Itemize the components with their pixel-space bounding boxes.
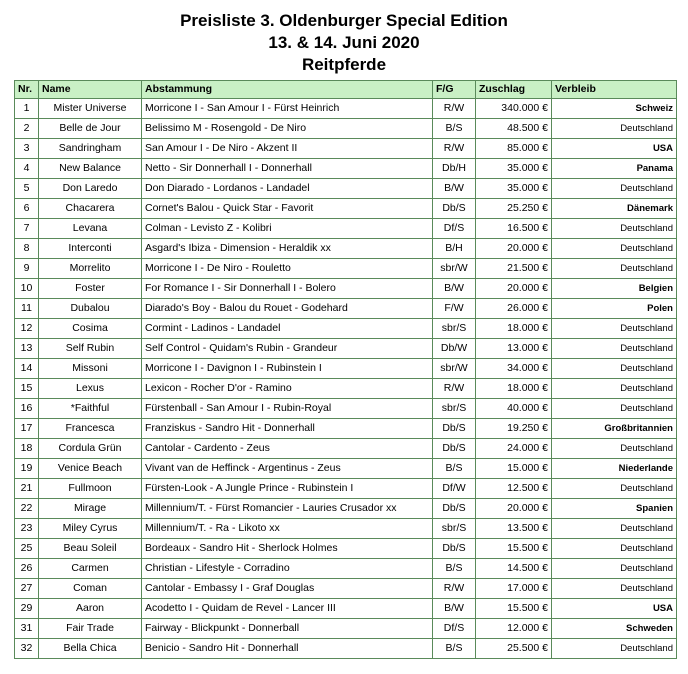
- cell-lineage: Bordeaux - Sandro Hit - Sherlock Holmes: [142, 539, 433, 559]
- cell-fg: sbr/W: [433, 359, 476, 379]
- cell-destination: Deutschland: [552, 539, 677, 559]
- cell-price: 25.500 €: [476, 639, 552, 659]
- cell-destination: Schweiz: [552, 99, 677, 119]
- cell-name: Aaron: [39, 599, 142, 619]
- cell-name: Missoni: [39, 359, 142, 379]
- cell-lineage: Self Control - Quidam's Rubin - Grandeur: [142, 339, 433, 359]
- table-row: [15, 459, 677, 479]
- cell-destination: Schweden: [552, 619, 677, 639]
- table-row: [15, 139, 677, 159]
- cell-fg: Db/W: [433, 339, 476, 359]
- table-row: [15, 299, 677, 319]
- cell-name: Beau Soleil: [39, 539, 142, 559]
- cell-fg: sbr/S: [433, 519, 476, 539]
- cell-fg: B/W: [433, 599, 476, 619]
- cell-destination: Deutschland: [552, 179, 677, 199]
- cell-lineage: Christian - Lifestyle - Corradino: [142, 559, 433, 579]
- cell-destination: Deutschland: [552, 239, 677, 259]
- table-row: [15, 559, 677, 579]
- cell-name: Bella Chica: [39, 639, 142, 659]
- column-header-name: Name: [39, 81, 142, 99]
- cell-price: 18.000 €: [476, 319, 552, 339]
- cell-price: 15.000 €: [476, 459, 552, 479]
- table-row: [15, 199, 677, 219]
- cell-nr: 13: [15, 339, 39, 359]
- cell-fg: R/W: [433, 579, 476, 599]
- table-row: [15, 179, 677, 199]
- cell-destination: Deutschland: [552, 579, 677, 599]
- cell-nr: 10: [15, 279, 39, 299]
- cell-nr: 9: [15, 259, 39, 279]
- cell-name: Don Laredo: [39, 179, 142, 199]
- cell-lineage: Benicio - Sandro Hit - Donnerhall: [142, 639, 433, 659]
- cell-fg: B/S: [433, 559, 476, 579]
- cell-fg: Df/S: [433, 619, 476, 639]
- cell-nr: 21: [15, 479, 39, 499]
- price-table: [14, 80, 677, 659]
- cell-nr: 32: [15, 639, 39, 659]
- cell-lineage: Diarado's Boy - Balou du Rouet - Godehard: [142, 299, 433, 319]
- cell-destination: Deutschland: [552, 319, 677, 339]
- cell-nr: 18: [15, 439, 39, 459]
- cell-fg: B/W: [433, 179, 476, 199]
- cell-lineage: Belissimo M - Rosengold - De Niro: [142, 119, 433, 139]
- cell-fg: B/H: [433, 239, 476, 259]
- cell-name: Carmen: [39, 559, 142, 579]
- table-row: [15, 219, 677, 239]
- cell-fg: F/W: [433, 299, 476, 319]
- table-row: [15, 639, 677, 659]
- cell-destination: Niederlande: [552, 459, 677, 479]
- table-row: [15, 539, 677, 559]
- cell-nr: 14: [15, 359, 39, 379]
- table-row: [15, 239, 677, 259]
- cell-fg: Db/S: [433, 499, 476, 519]
- cell-nr: 26: [15, 559, 39, 579]
- cell-price: 21.500 €: [476, 259, 552, 279]
- column-header-destination: Verbleib: [552, 81, 677, 99]
- cell-price: 35.000 €: [476, 159, 552, 179]
- cell-name: Miley Cyrus: [39, 519, 142, 539]
- cell-nr: 12: [15, 319, 39, 339]
- table-row: [15, 119, 677, 139]
- cell-nr: 1: [15, 99, 39, 119]
- cell-destination: Dänemark: [552, 199, 677, 219]
- cell-price: 18.000 €: [476, 379, 552, 399]
- cell-destination: Deutschland: [552, 559, 677, 579]
- cell-nr: 3: [15, 139, 39, 159]
- cell-destination: Deutschland: [552, 219, 677, 239]
- cell-lineage: Morricone I - Davignon I - Rubinstein I: [142, 359, 433, 379]
- cell-destination: Großbritannien: [552, 419, 677, 439]
- cell-lineage: Millennium/T. - Ra - Likoto xx: [142, 519, 433, 539]
- cell-destination: Belgien: [552, 279, 677, 299]
- table-header-row: [15, 81, 677, 99]
- table-row: [15, 619, 677, 639]
- cell-destination: USA: [552, 599, 677, 619]
- cell-destination: Panama: [552, 159, 677, 179]
- cell-lineage: Don Diarado - Lordanos - Landadel: [142, 179, 433, 199]
- cell-lineage: Lexicon - Rocher D'or - Ramino: [142, 379, 433, 399]
- cell-nr: 5: [15, 179, 39, 199]
- table-row: [15, 99, 677, 119]
- column-header-price: Zuschlag: [476, 81, 552, 99]
- cell-price: 12.000 €: [476, 619, 552, 639]
- document-header: [0, 10, 688, 76]
- table-row: [15, 379, 677, 399]
- cell-lineage: Fürsten-Look - A Jungle Prince - Rubinstein I: [142, 479, 433, 499]
- cell-price: 26.000 €: [476, 299, 552, 319]
- table-row: [15, 399, 677, 419]
- cell-price: 85.000 €: [476, 139, 552, 159]
- cell-nr: 31: [15, 619, 39, 639]
- table-row: [15, 359, 677, 379]
- cell-price: 13.000 €: [476, 339, 552, 359]
- cell-nr: 8: [15, 239, 39, 259]
- cell-name: Coman: [39, 579, 142, 599]
- table-row: [15, 319, 677, 339]
- table-row: [15, 339, 677, 359]
- cell-nr: 6: [15, 199, 39, 219]
- cell-nr: 16: [15, 399, 39, 419]
- cell-price: 34.000 €: [476, 359, 552, 379]
- cell-nr: 25: [15, 539, 39, 559]
- cell-nr: 29: [15, 599, 39, 619]
- cell-destination: Spanien: [552, 499, 677, 519]
- cell-name: Fair Trade: [39, 619, 142, 639]
- cell-name: Francesca: [39, 419, 142, 439]
- cell-destination: Deutschland: [552, 379, 677, 399]
- cell-destination: Deutschland: [552, 519, 677, 539]
- cell-nr: 17: [15, 419, 39, 439]
- cell-name: Lexus: [39, 379, 142, 399]
- table-row: [15, 259, 677, 279]
- cell-fg: R/W: [433, 139, 476, 159]
- cell-price: 12.500 €: [476, 479, 552, 499]
- cell-price: 25.250 €: [476, 199, 552, 219]
- cell-fg: Db/S: [433, 199, 476, 219]
- cell-lineage: Morricone I - De Niro - Rouletto: [142, 259, 433, 279]
- cell-price: 24.000 €: [476, 439, 552, 459]
- cell-fg: Db/S: [433, 539, 476, 559]
- cell-fg: R/W: [433, 379, 476, 399]
- cell-lineage: Fürstenball - San Amour I - Rubin-Royal: [142, 399, 433, 419]
- cell-nr: 7: [15, 219, 39, 239]
- column-header-nr: Nr.: [15, 81, 39, 99]
- table-row: [15, 579, 677, 599]
- cell-lineage: Vivant van de Heffinck - Argentinus - Zeus: [142, 459, 433, 479]
- cell-name: *Faithful: [39, 399, 142, 419]
- cell-lineage: Franziskus - Sandro Hit - Donnerhall: [142, 419, 433, 439]
- cell-lineage: Cormint - Ladinos - Landadel: [142, 319, 433, 339]
- cell-name: Chacarera: [39, 199, 142, 219]
- cell-lineage: Netto - Sir Donnerhall I - Donnerhall: [142, 159, 433, 179]
- cell-lineage: Fairway - Blickpunkt - Donnerball: [142, 619, 433, 639]
- cell-name: Fullmoon: [39, 479, 142, 499]
- table-row: [15, 479, 677, 499]
- cell-name: Mirage: [39, 499, 142, 519]
- page-title: Preisliste 3. Oldenburger Special Edition: [180, 11, 508, 30]
- cell-price: 15.500 €: [476, 539, 552, 559]
- cell-fg: sbr/W: [433, 259, 476, 279]
- cell-destination: Deutschland: [552, 439, 677, 459]
- cell-lineage: Asgard's Ibiza - Dimension - Heraldik xx: [142, 239, 433, 259]
- cell-name: Mister Universe: [39, 99, 142, 119]
- cell-price: 20.000 €: [476, 279, 552, 299]
- cell-fg: Db/S: [433, 419, 476, 439]
- table-row: [15, 159, 677, 179]
- cell-nr: 27: [15, 579, 39, 599]
- cell-price: 16.500 €: [476, 219, 552, 239]
- cell-lineage: San Amour I - De Niro - Akzent II: [142, 139, 433, 159]
- cell-nr: 4: [15, 159, 39, 179]
- page-subtitle: Reitpferde: [301, 55, 387, 74]
- cell-destination: Deutschland: [552, 639, 677, 659]
- cell-price: 14.500 €: [476, 559, 552, 579]
- cell-nr: 2: [15, 119, 39, 139]
- cell-price: 20.000 €: [476, 499, 552, 519]
- cell-name: Belle de Jour: [39, 119, 142, 139]
- cell-fg: Db/H: [433, 159, 476, 179]
- cell-nr: 23: [15, 519, 39, 539]
- table-row: [15, 599, 677, 619]
- cell-nr: 19: [15, 459, 39, 479]
- cell-name: Dubalou: [39, 299, 142, 319]
- cell-fg: B/W: [433, 279, 476, 299]
- cell-destination: USA: [552, 139, 677, 159]
- cell-name: Cosima: [39, 319, 142, 339]
- cell-fg: sbr/S: [433, 399, 476, 419]
- cell-lineage: Cantolar - Embassy I - Graf Douglas: [142, 579, 433, 599]
- table-row: [15, 499, 677, 519]
- table-row: [15, 519, 677, 539]
- cell-lineage: Colman - Levisto Z - Kolibri: [142, 219, 433, 239]
- cell-price: 17.000 €: [476, 579, 552, 599]
- cell-fg: B/S: [433, 119, 476, 139]
- cell-fg: B/S: [433, 639, 476, 659]
- cell-destination: Polen: [552, 299, 677, 319]
- cell-price: 40.000 €: [476, 399, 552, 419]
- cell-destination: Deutschland: [552, 339, 677, 359]
- cell-name: Interconti: [39, 239, 142, 259]
- cell-name: Foster: [39, 279, 142, 299]
- cell-nr: 15: [15, 379, 39, 399]
- column-header-lineage: Abstammung: [142, 81, 433, 99]
- cell-destination: Deutschland: [552, 399, 677, 419]
- cell-nr: 22: [15, 499, 39, 519]
- cell-lineage: Millennium/T. - Fürst Romancier - Lauries Crusador xx: [142, 499, 433, 519]
- cell-price: 35.000 €: [476, 179, 552, 199]
- cell-destination: Deutschland: [552, 119, 677, 139]
- cell-name: Sandringham: [39, 139, 142, 159]
- cell-lineage: Acodetto I - Quidam de Revel - Lancer III: [142, 599, 433, 619]
- cell-name: Venice Beach: [39, 459, 142, 479]
- cell-fg: sbr/S: [433, 319, 476, 339]
- cell-destination: Deutschland: [552, 259, 677, 279]
- cell-fg: Df/W: [433, 479, 476, 499]
- event-date: 13. & 14. Juni 2020: [268, 33, 420, 52]
- column-header-fg: F/G: [433, 81, 476, 99]
- cell-lineage: Cornet's Balou - Quick Star - Favorit: [142, 199, 433, 219]
- table-row: [15, 279, 677, 299]
- cell-name: Cordula Grün: [39, 439, 142, 459]
- cell-name: Levana: [39, 219, 142, 239]
- cell-name: Self Rubin: [39, 339, 142, 359]
- cell-destination: Deutschland: [552, 359, 677, 379]
- cell-name: Morrelito: [39, 259, 142, 279]
- cell-fg: Df/S: [433, 219, 476, 239]
- cell-price: 20.000 €: [476, 239, 552, 259]
- cell-name: New Balance: [39, 159, 142, 179]
- cell-price: 340.000 €: [476, 99, 552, 119]
- cell-lineage: Cantolar - Cardento - Zeus: [142, 439, 433, 459]
- cell-fg: B/S: [433, 459, 476, 479]
- cell-lineage: For Romance I - Sir Donnerhall I - Bolero: [142, 279, 433, 299]
- cell-price: 13.500 €: [476, 519, 552, 539]
- cell-fg: Db/S: [433, 439, 476, 459]
- cell-price: 19.250 €: [476, 419, 552, 439]
- cell-lineage: Morricone I - San Amour I - Fürst Heinrich: [142, 99, 433, 119]
- table-row: [15, 419, 677, 439]
- cell-fg: R/W: [433, 99, 476, 119]
- cell-nr: 11: [15, 299, 39, 319]
- cell-price: 48.500 €: [476, 119, 552, 139]
- table-row: [15, 439, 677, 459]
- cell-destination: Deutschland: [552, 479, 677, 499]
- cell-price: 15.500 €: [476, 599, 552, 619]
